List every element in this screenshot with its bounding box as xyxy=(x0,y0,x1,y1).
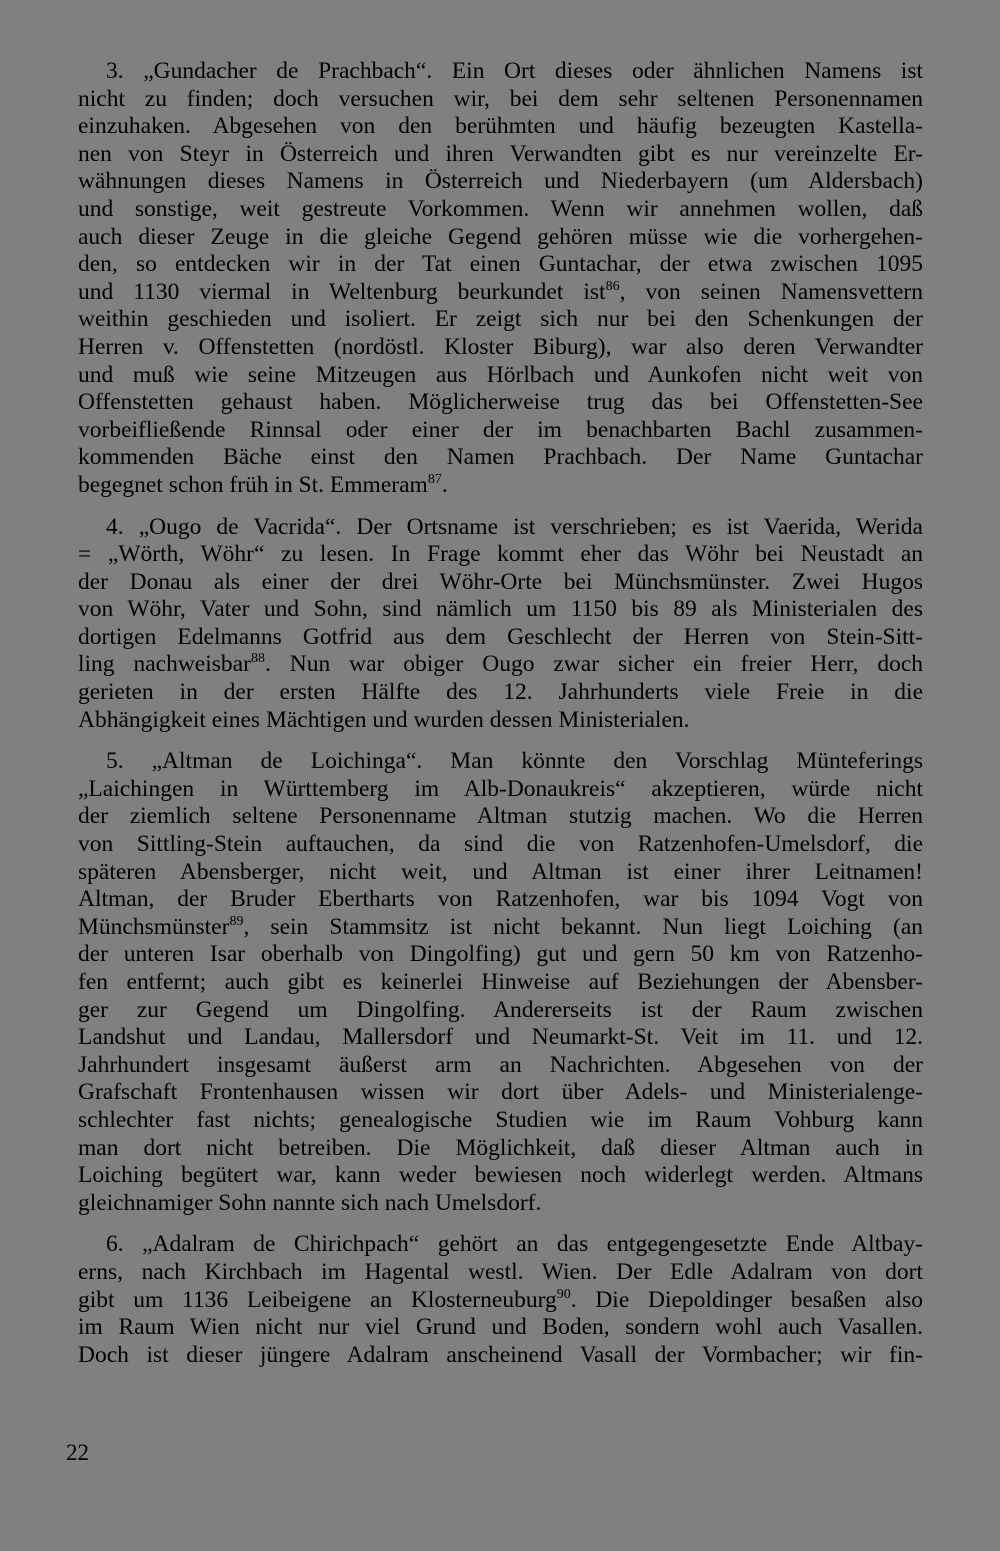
text-line xyxy=(78,472,923,500)
line-text: den, so entdecken wir in der Tat einen Guntachar, der etwa zwischen 1095 xyxy=(78,251,923,278)
line-text: und 1130 viermal in Weltenburg beurkundet ist xyxy=(78,278,606,305)
line-text: gibt um 1136 Leibeigene an Klosterneuburg xyxy=(78,1286,557,1313)
text-line xyxy=(78,886,923,914)
footnote-reference: 87 xyxy=(427,472,442,488)
line-text: und muß wie seine Mitzeugen aus Hörlbach und Aunkofen nicht weit von xyxy=(78,361,923,388)
line-text-continuation: , sein Stammsitz ist nicht bekannt. Nun liegt Loiching (an xyxy=(243,913,923,940)
footnote-reference: 90 xyxy=(556,1286,571,1302)
line-text: späteren Abensberger, nicht weit, und Altman ist einer ihrer Leitnamen! xyxy=(78,858,923,885)
line-text: vorbeifließende Rinnsal oder einer der im benachbarten Bachl zusammen- xyxy=(78,416,923,443)
paragraph xyxy=(78,748,923,1217)
text-line xyxy=(78,113,923,141)
text-line xyxy=(78,279,923,307)
text-line xyxy=(78,444,923,472)
text-line xyxy=(78,1190,923,1218)
text-line xyxy=(78,1287,923,1315)
line-text: erns, nach Kirchbach im Hagental westl. Wien. Der Edle Adalram von dort xyxy=(78,1258,923,1285)
line-text: = „Wörth, Wöhr“ zu lesen. In Frage kommt eher das Wöhr bei Neustadt an xyxy=(78,541,923,568)
line-text-continuation: , von seinen Namensvettern xyxy=(619,278,923,305)
text-line xyxy=(78,1107,923,1135)
text-line xyxy=(78,141,923,169)
text-line xyxy=(78,803,923,831)
line-text: nicht zu finden; doch versuchen wir, bei dem sehr seltenen Personennamen xyxy=(78,85,923,112)
text-line xyxy=(78,1342,923,1370)
line-text: und sonstige, weit gestreute Vorkommen. Wenn wir annehmen wollen, daß xyxy=(78,195,923,222)
text-line xyxy=(78,914,923,942)
line-text: Offenstetten gehaust haben. Möglicherweise trug das bei Offenstetten-See xyxy=(78,389,923,416)
text-line xyxy=(78,58,923,86)
page-number: 22 xyxy=(66,1440,89,1465)
text-line xyxy=(78,969,923,997)
line-text: 6. „Adalram de Chirichpach“ gehört an das entgegengesetzte Ende Altbay- xyxy=(106,1231,923,1258)
text-line xyxy=(78,997,923,1025)
text-line xyxy=(78,251,923,279)
line-text: Loiching begütert war, kann weder bewiesen noch widerlegt werden. Altmans xyxy=(78,1162,923,1189)
line-text: Jahrhundert insgesamt äußerst arm an Nachrichten. Abgesehen von der xyxy=(78,1051,923,1078)
line-text: 4. „Ougo de Vacrida“. Der Ortsname ist verschrieben; es ist Vaerida, Werida xyxy=(106,513,923,540)
text-line xyxy=(78,651,923,679)
text-line xyxy=(78,1052,923,1080)
text-line xyxy=(78,1079,923,1107)
text-line xyxy=(78,776,923,804)
line-text-continuation: . xyxy=(441,471,448,498)
line-text: gleichnamiger Sohn nannte sich nach Umelsdorf. xyxy=(78,1189,542,1216)
line-text: schlechter fast nichts; genealogische Studien wie im Raum Vohburg kann xyxy=(78,1106,923,1133)
line-text: dortigen Edelmanns Gotfrid aus dem Geschlecht der Herren von Stein-Sitt- xyxy=(78,623,923,650)
line-text: wähnungen dieses Namens in Österreich und Niederbayern (um Aldersbach) xyxy=(78,168,923,195)
text-line xyxy=(78,1024,923,1052)
line-text: fen entfernt; auch gibt es keinerlei Hinweise auf Beziehungen der Abensber- xyxy=(78,969,923,995)
paragraph xyxy=(78,514,923,735)
line-text: Grafschaft Frontenhausen wissen wir dort über Adels- und Ministerialenge- xyxy=(78,1079,923,1106)
line-text: 3. „Gundacher de Prachbach“. Ein Ort dieses oder ähnlichen Namens ist xyxy=(106,58,923,84)
line-text: kommenden Bäche einst den Namen Prachbach. Der Name Guntachar xyxy=(78,444,923,471)
text-line xyxy=(78,569,923,597)
line-text: nen von Steyr in Österreich und ihren Verwandten gibt es nur vereinzelte Er- xyxy=(78,140,923,167)
line-text: der unteren Isar oberhalb von Dingolfing) gut und gern 50 km von Ratzenho- xyxy=(78,941,923,968)
line-text: von Sittling-Stein auftauchen, da sind die von Ratzenhofen-Umelsdorf, die xyxy=(78,831,923,858)
line-text-continuation: . Nun war obiger Ougo zwar sicher ein freier Herr, doch xyxy=(264,651,923,678)
line-text: auch dieser Zeuge in die gleiche Gegend gehören müsse wie die vorhergehen- xyxy=(78,223,923,250)
footnote-reference: 86 xyxy=(605,278,620,294)
line-text: Doch ist dieser jüngere Adalram anscheinend Vasall der Vormbacher; wir fin- xyxy=(78,1341,923,1368)
line-text: von Wöhr, Vater und Sohn, sind nämlich um 1150 bis 89 als Ministerialen des xyxy=(78,596,923,623)
text-line xyxy=(78,334,923,362)
text-line xyxy=(78,417,923,445)
text-line xyxy=(78,86,923,114)
line-text: „Laichingen in Württemberg im Alb-Donaukreis“ akzeptieren, würde nicht xyxy=(78,775,923,802)
line-text: der ziemlich seltene Personenname Altman stutzig machen. Wo die Herren xyxy=(78,803,923,830)
text-line xyxy=(78,514,923,542)
text-line xyxy=(78,941,923,969)
text-line xyxy=(78,389,923,417)
line-text: Münchsmünster xyxy=(78,913,230,940)
line-text: 5. „Altman de Loichinga“. Man könnte den Vorschlag Münteferings xyxy=(106,748,923,775)
line-text: gerieten in der ersten Hälfte des 12. Jahrhunderts viele Freie in die xyxy=(78,679,923,706)
line-text: begegnet schon früh in St. Emmeram xyxy=(78,471,428,498)
line-text: Abhängigkeit eines Mächtigen und wurden dessen Ministerialen. xyxy=(78,706,690,733)
text-line xyxy=(78,1135,923,1163)
footnote-reference: 88 xyxy=(250,651,265,667)
line-text: man dort nicht betreiben. Die Möglichkeit, daß dieser Altman auch in xyxy=(78,1134,923,1161)
line-text: Landshut und Landau, Mallersdorf und Neumarkt-St. Veit im 11. und 12. xyxy=(78,1024,923,1051)
text-line xyxy=(78,707,923,735)
text-line xyxy=(78,1314,923,1342)
text-line xyxy=(78,1259,923,1287)
line-text: im Raum Wien nicht nur viel Grund und Boden, sondern wohl auch Vasallen. xyxy=(78,1314,923,1341)
line-text: einzuhaken. Abgesehen von den berühmten und häufig bezeugten Kastella- xyxy=(78,113,923,140)
text-line xyxy=(78,1162,923,1190)
text-line xyxy=(78,596,923,624)
paragraph xyxy=(78,1231,923,1369)
text-line xyxy=(78,541,923,569)
text-line xyxy=(78,1231,923,1259)
line-text-continuation: . Die Diepoldinger besaßen also xyxy=(570,1286,923,1313)
text-line xyxy=(78,831,923,859)
text-line xyxy=(78,679,923,707)
text-line xyxy=(78,859,923,887)
paragraph xyxy=(78,58,923,500)
line-text: ling nachweisbar xyxy=(78,651,251,678)
text-line xyxy=(78,306,923,334)
footnote-reference: 89 xyxy=(229,913,244,929)
line-text: der Donau als einer der drei Wöhr-Orte bei Münchsmünster. Zwei Hugos xyxy=(78,568,923,595)
line-text: ger zur Gegend um Dingolfing. Andererseits ist der Raum zwischen xyxy=(78,996,923,1023)
body-text xyxy=(78,58,923,1383)
text-line xyxy=(78,748,923,776)
text-line xyxy=(78,624,923,652)
line-text: Altman, der Bruder Ebertharts von Ratzenhofen, war bis 1094 Vogt von xyxy=(78,886,923,913)
text-line xyxy=(78,224,923,252)
line-text: Herren v. Offenstetten (nordöstl. Kloster Biburg), war also deren Verwandter xyxy=(78,333,923,360)
line-text: weithin geschieden und isoliert. Er zeigt sich nur bei den Schenkungen der xyxy=(78,306,923,333)
text-line xyxy=(78,196,923,224)
text-line xyxy=(78,168,923,196)
text-line xyxy=(78,362,923,390)
